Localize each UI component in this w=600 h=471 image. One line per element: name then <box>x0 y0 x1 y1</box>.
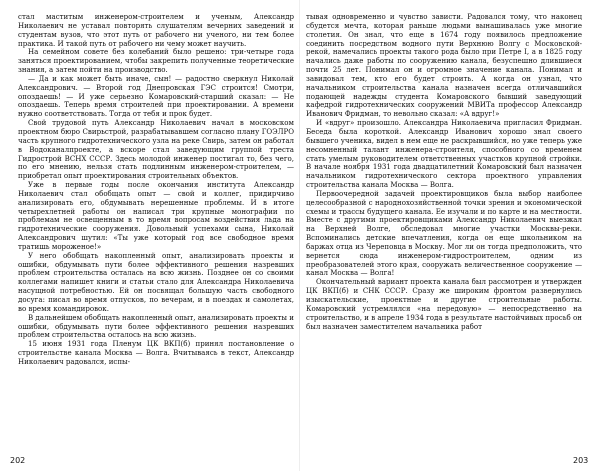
paragraph: тывая одновременно и чувство зависти. Радовался тому, что наконец сбудется мечта, которая раньше людьми вынашивалась уже многие столетия. Он знал, что еще в 1674 году появилось предложение соединить посредством водного пути Верхнюю Волгу с Московской-рекой, намечались проекты такого рода было при Петре I, а в 1825 году начались даже работы по сооружению канала, безуспешно длившиеся почти 25 лет. Понимал он и огромное значение канала. Понимал и завидовал тем, кто его будет строить. А когда он узнал, что начальником строительства канала назначен всегда отличавшийся подающей надежды студента Комаровского бывший заведующий кафедрой гидротехнических сооружений МВИТа профессор Александр Иванович Фридман, то невольно сказал: «А вдруг!» <box>306 12 582 119</box>
paragraph: 15 июня 1931 года Пленум ЦК ВКП(б) принял постановление о строительстве канала Москва — Волга. Вчитываясь в текст, Александр Николаевич радовался, испы- <box>18 339 294 366</box>
page-number-right: 203 <box>573 456 589 465</box>
paragraph: Окончательный вариант проекта канала был рассмотрен и утвержден ЦК ВКП(б) и СНК СССР. Сразу же широким фронтом развернулись изыскательские, проектные и другие строительные работы. Комаровский устремлялся «на передовую» — непосредственно на строительство, и в апреле 1934 года в результате настойчивых просьб он был назначен заместителем начальника работ <box>306 277 582 331</box>
paragraph: — Да и как может быть иначе, сын! — радостно сверкнул Николай Александрович. — Второй год Днепровская ГЭС строится! Смотри, опоздаешь! — И уже серьезно Комаровский-старший сказал: — Не опоздаешь. Теперь время строителей при проектировании. А времени нужно соответствовать. Тогда от тебя и прок будет. <box>18 73 294 119</box>
paragraph: Свой трудовой путь Александр Николаевич начал в московском проектном бюро Свирьстрой, разрабатывавшем согласно плану ГОЭЛРО часть крупного гидротехнического узла на реке Свирь, затем он работал в Водоканалпроекте, а вскоре стал заведующим группой треста Гидрострой ВСНХ СССР. Здесь молодой инженер постигал то, без чего, по его мнению, нельзя стать подлинным инженером-строителем, — приобретал опыт проектирования строительных объектов. <box>18 118 294 181</box>
paragraph: На семейном совете без колебаний было решено: три-четыре года заняться проектированием, чтобы закрепить полученные теоретические знания, а затем пойти на производство. <box>18 47 294 75</box>
paragraph: Первоочередной задачей проектировщиков была выбор наиболее целесообразной с народнохозяйственной точки зрения и экономической схемы и трассы будущего канала. Ее изучали и по карте и на местности. Вместе с другими проектировщиками Александр Николаевич выезжал на Верхней Волге, обследовал многие участки Москвы-реки. Вспоминались детские впечатления, когда он еще школьником на баржах отца из Череповца в Москву. Мог ли он тогда предположить, что вернется сюда инженером-гидростроителем, одним из преобразователей этого края, сооружать величественное сооружение — канал Москва — Волга! <box>306 188 582 278</box>
paragraph: стал маститым инженером-строителем и ученым, Александр Николаевич не уставал повторять слушателям вечерних заведений и студентам вузов, что этот путь от рабочего ни ученого, ни тем более практика. И такой путь от рабочего ни чему может научить. <box>18 12 294 48</box>
paragraph: У него обобщать накопленный опыт, анализировать проекты и ошибки, обдумывать пути более эффективного решения назревших проблем строительства осталась на всю жизнь. Позднее он со своими коллегами напишет книги и статьи стало для Александра Николаевича насущной потребностью. Ей он посвящал большую часть свободного досуга: писал во время отпусков, по вечерам, и в поездах и самолетах, во время командировок. <box>18 250 294 313</box>
right-page <box>306 13 582 451</box>
paragraph: Уже в первые годы после окончания института Александр Николаевич стал обобщать опыт — свой и коллег, придирчиво анализировать его, обдумывать нерешенные проблемы. И в итоге четырехлетней работы он написал три крупные монографии по проблемам не освещенным в то время вопросам воздействия льда на гидротехнические сооружения. Довольный успехами сына, Николай Александрович шутил: «Ты уже который год все свободное время тратишь мороженое!» <box>18 180 294 251</box>
page-gutter <box>299 0 300 471</box>
paragraph: И «вдруг» произошло. Александра Николаевича пригласил Фридман. Беседа была короткой. Александр Иванович хорошо знал своего бывшего ученика, видел в нем еще не раскрывшийся, но уже теперь уже несомненный талант инженера-строителя, способного со временем стать умелым руководителем ответственных участков крупной стройки. В начале ноября 1931 года двадцатилетний Комаровский был назначен начальником гидротехнического сектора проектного управления строительства канала Москва — Волга. <box>306 118 582 190</box>
paragraph: В дальнейшем обобщать накопленный опыт, анализировать проекты и ошибки, обдумывать пути более эффективного решения назревших проблем строительства осталось на всю жизнь. <box>18 312 294 340</box>
page-number-left: 202 <box>10 456 26 465</box>
left-page <box>18 13 294 451</box>
